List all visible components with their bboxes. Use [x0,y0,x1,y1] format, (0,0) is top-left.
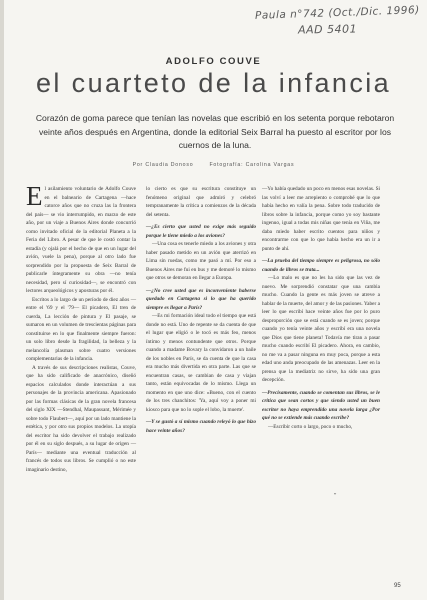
paragraph: —Una cosa es tenerle miedo a los aviones y otra haber pasado metido en un avión que aterrizó en Lima sin ruedas, como me pasó a mí. Por eso a Buenos Aires me fui en bus y me demoré lo mismo que otros se demoran en llegar a Europa. [146,241,256,281]
interview-question: —Y se gustó a sí mismo cuando releyó lo que hizo hace veinte años? [146,419,256,434]
text-column-2 [146,185,256,435]
interview-question: —¿No cree usted que es inconveniente haberse quedado en Cartagena si lo que ha querido siempre es llegar a París? [146,287,256,311]
interview-question: —La prueba del tiempo siempre es peligrosa, no sólo cuando de libros se trata... [262,258,380,273]
paragraph: —Escribir corto o largo, poco o mucho, [268,423,353,430]
page-number: 95 [394,583,401,589]
paragraph: lo cierto es que su escritura constituye un fenómeno original que admiró y celebró tempranamente la crítica a comienzos de la década del setenta. [146,186,256,218]
section-tick-mark: " [334,493,337,499]
paragraph: —Yo había quedado un poco en menos esas novelas. Si las volví a leer me arrepiento o comprobé que lo que había hecho en valía la pena. Sobre todo traducido de libros sobre la infancia, porque como yo soy bastante ingenuo, igual a todas mis niñas que tenía en Viña, me daba miedo haber escrito cuentos para niños y encontrarme con que lo que había hecho era un ir a punto de ahí. [262,186,380,252]
article-lead: Corazón de goma parece que tenían las novelas que escribió en los setenta porque rebotaron veinte años después en Argentina, donde la editorial Seix Barral ha puesto al escritor por los cuernos de la luna. [35,113,395,150]
handwritten-catalog-code: AAD 5401 [297,22,358,37]
photo-credit: Fotografía: Carolina Vargas [209,162,295,168]
paragraph: —Es mi formación ideal todo el tiempo que está donde no está. Uno de repente se da cuenta de que el lugar que eligió o le tocó es más feo, menos íntimo y menos contundente que otros. Porque cuando a madame Bovary la convidaron a un baile de los nobles en París, se da cuenta de que la casa era mucho más divertida en otra parte. Las que se encuentran casas, se cambian de casa y viajan tanto, están equivocadas de lo mismo. Llega un momento en que uno dice: «Bueno, con el cuento de los tres chanchitos: 'Ya, aquí voy a poner mi kiosco para que no lo sople el lobo, la muerte'. [146,313,256,413]
interview-question: —¿Es cierto que usted no exige más seguido porque le tiene miedo a los aviones? [146,224,256,239]
article-title: el cuarteto de la infancia [35,68,392,98]
paragraph: —Lo malo es que no les ha sido que las vez de nuevo. Me sorprendió constatar que una cambia mucho. Cuando la gente es más joven se atreve a hablar de la muerte, del amor y de las pasiones. Yaber a leer lo que escribí hace veinte años fue por lo puro desproporción que se está cuando se es joven; porque cuando yo tenía veinte años y escribí era una novela que Dios que tiene planeta! Todavía me tiran a pasar mucho cuando escribí El picadero. Ahora, en cambio, no me va a pasar ninguna en muy poca, porque a esta edad uno anda preocupado de las amenazas. Leer en la prensa que la mediatriz no sirve, ha sido una gran decepción. [262,275,380,383]
article-author: ADOLFO COUVE [165,56,262,67]
drop-cap: E [26,181,43,211]
text-column-3 [262,185,380,431]
author-credit: Por Claudia Donoso [132,162,194,168]
handwritten-annotation: Paula n°742 (Oct./Dic. 1996) [254,4,420,22]
interview-question: —Precisamente, cuando se comentan sus libros, se le critica que sean cortos y que siendo usted un buen escritor no haya emprendido una novela larga ¿Por qué no se extiende más cuando escribe? [262,389,380,421]
paragraph: A través de sus descripciones realistas, Couve, que ha sido calificado de anacrónico, diseñó espacios calculados donde interactúan a sus personajes de la provincia americana. Apasionado por las formas clásicas de la gran novela francesa del siglo XIX —Stendhal, Maupassant, Mérimée y sobre todo Flaubert—, aquí por un lado mantiene la estética, y por otro sus propios modelos. La utopía del escritor ha sido devolver el trabajo realizado por él en su siglo después, a su lugar de origen —París— mediante una eventual traducción al francés de todos sus libros. Se cumplió o no este imaginario destino, [26,364,136,473]
article-credits [0,162,427,168]
paragraph: Escritos a lo largo de un período de diez años —entre el '69 y el '79— El picadero, El tren de cuerda, La lección de pintura y El pasaje, se sumaron en un volumen de trescientas páginas para constituirse en lo que finalmente siempre fueron: un solo libro desde la fragilidad, la belleza y la melancolía plasman sobre cuatro versiones complementarias de la infancia. [26,296,136,362]
paragraph: l asilamiento voluntario de Adolfo Couve en el balneario de Cartagena —hace catorce años que no cruza las la frontera del país— se vio interrumpido, en marzo de este año, por un viaje a Buenos Aires donde concurrió como invitado oficial de la editorial Planeta a la Feria del Libro. A pesar de que le costó contar la estadía (y ojalá por el hecho de que en un lugar del avión, vuele la pena), porque al otro lado fue sorprendido por la propuesta de Seix Barral de publicarle íntegramente su obra —no tenía necesidad, pero sí curiosidad—, se encontró con lectores arqueológicos y aposturas por él. [26,186,136,294]
text-column-1 [26,181,136,474]
